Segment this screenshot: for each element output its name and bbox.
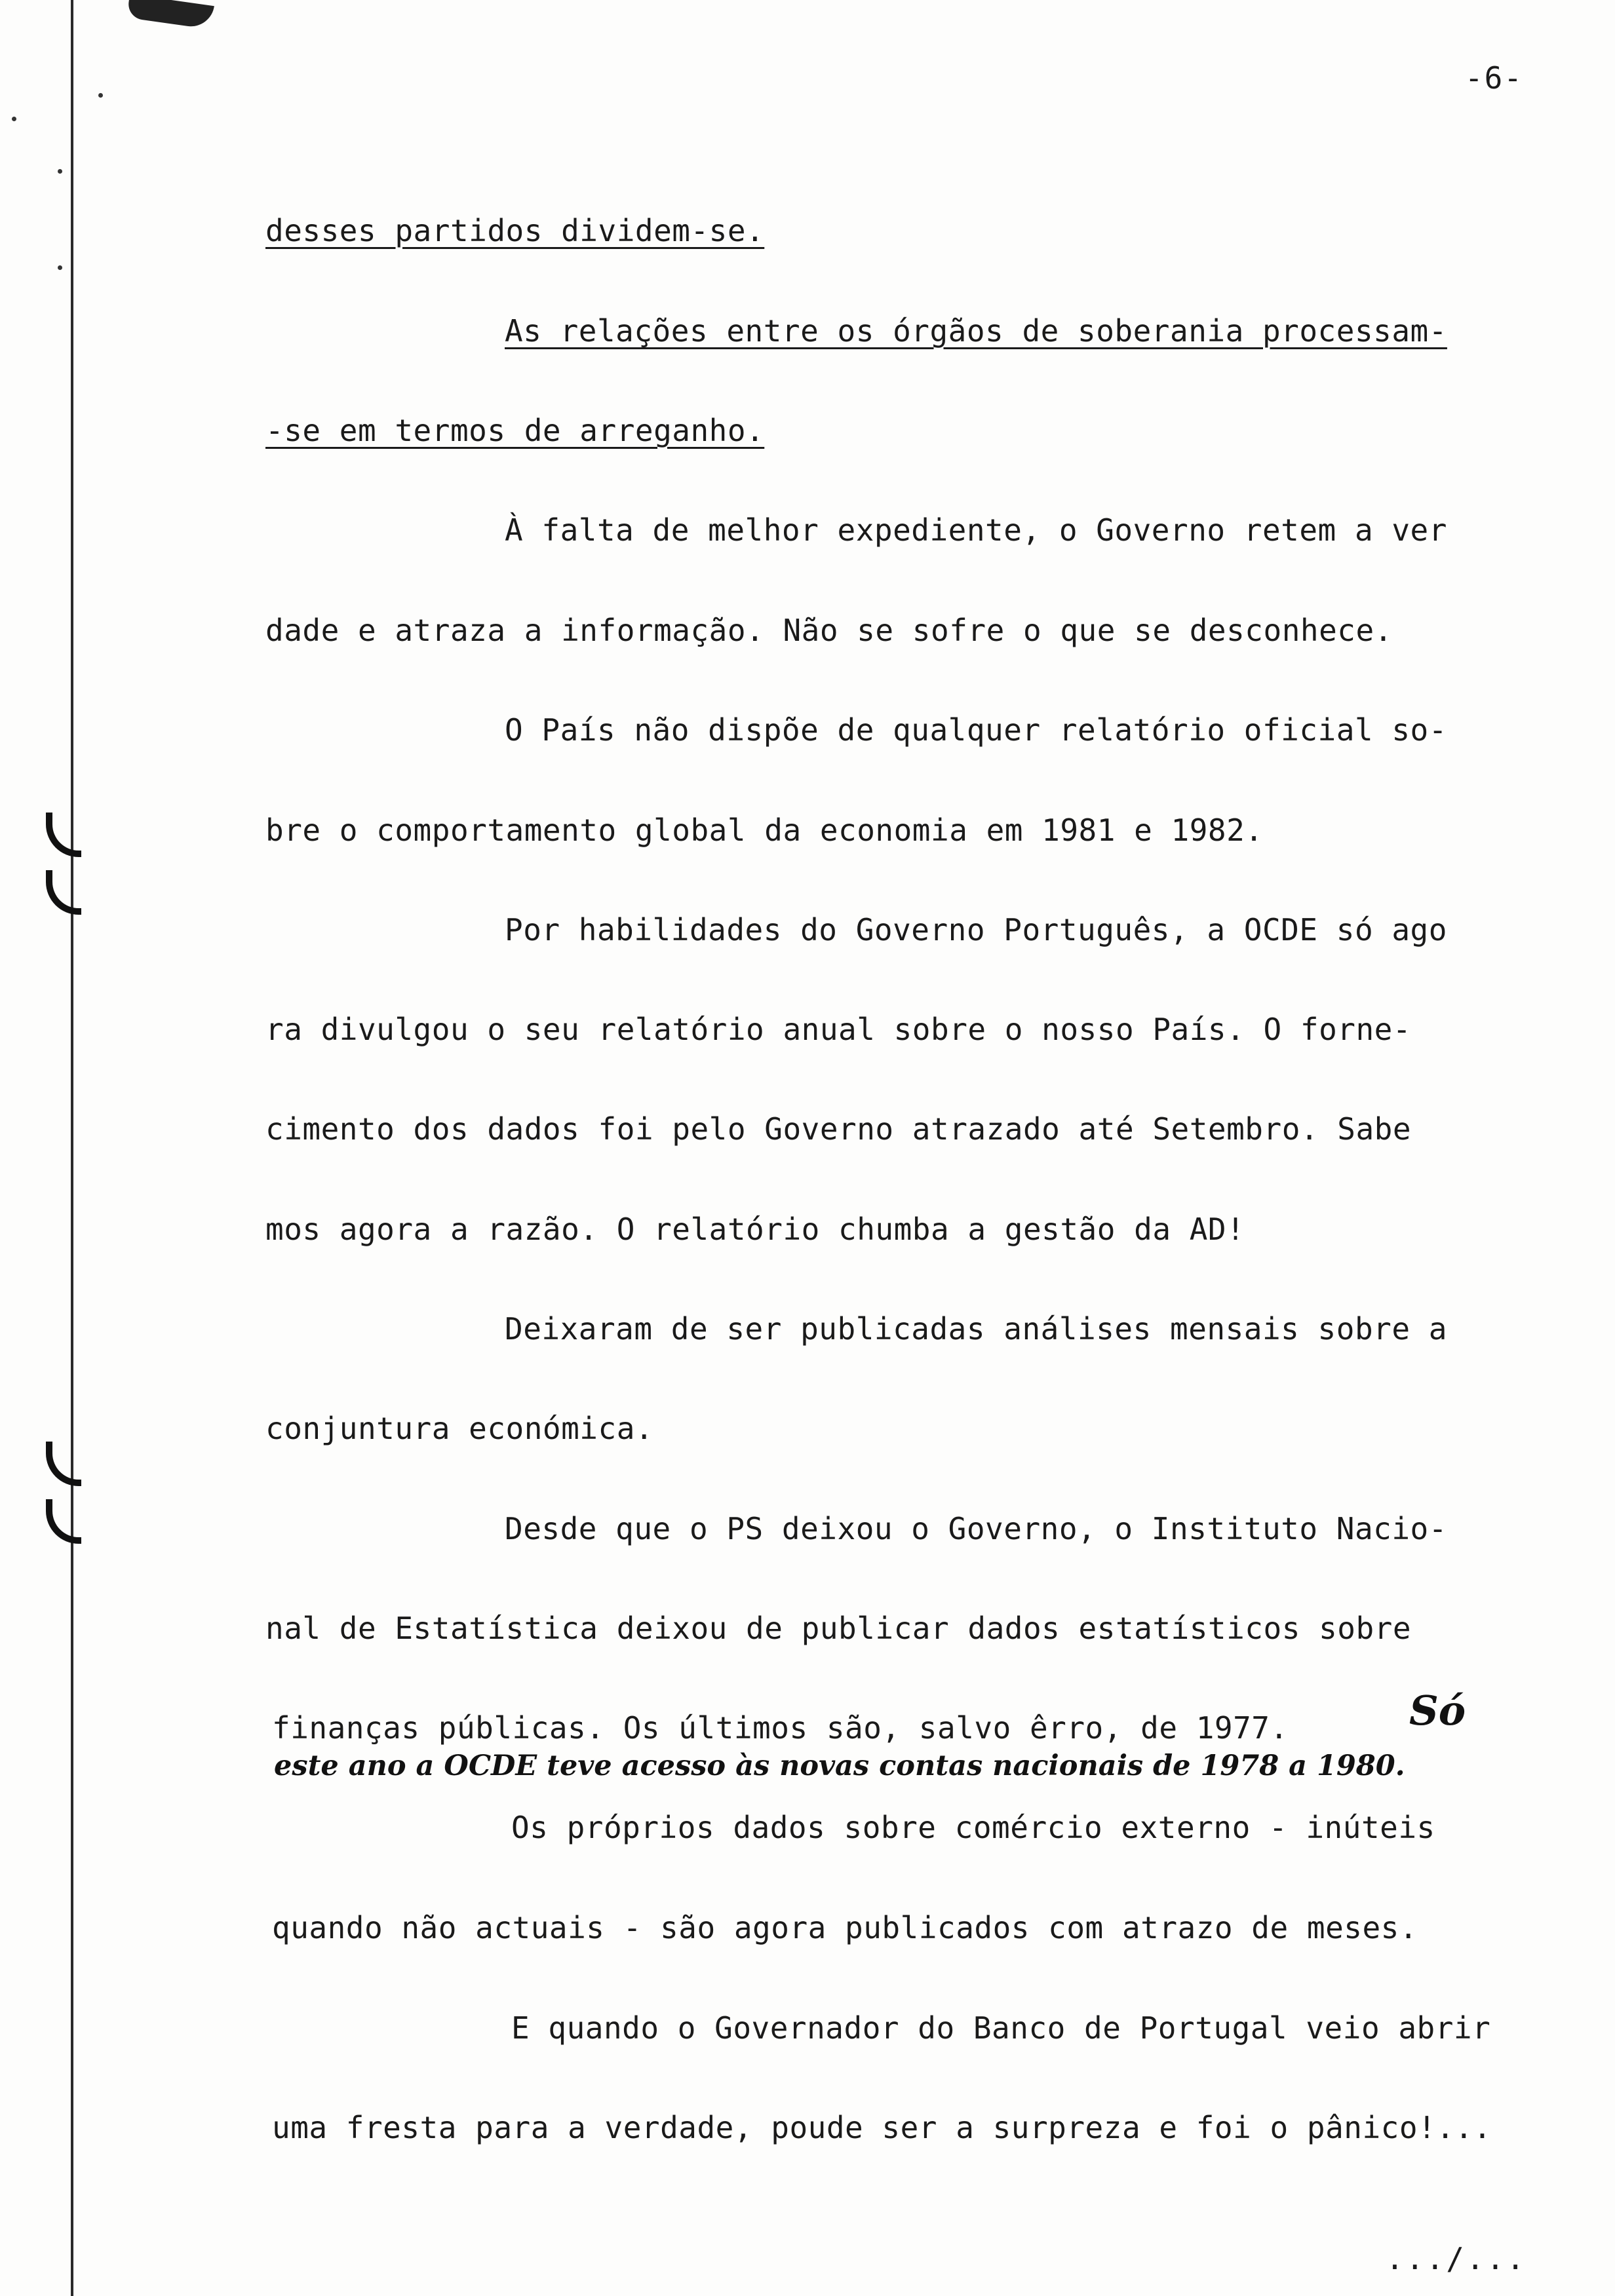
text-line: uma fresta para a verdade, poude ser a surpreza e foi o pânico!... bbox=[272, 2110, 1492, 2145]
text-line: Desde que o PS deixou o Governo, o Instituto Nacio- bbox=[505, 1511, 1447, 1546]
text-line: E quando o Governador do Banco de Portugal veio abrir bbox=[511, 2010, 1491, 2046]
continuation-mark: .../... bbox=[1386, 2241, 1527, 2276]
handwritten-annotation: este ano a OCDE teve acesso às novas contas nacionais de 1978 a 1980. bbox=[274, 1750, 1405, 1782]
margin-speck bbox=[58, 265, 62, 270]
margin-bracket-mark bbox=[46, 1499, 81, 1544]
text-line: À falta de melhor expediente, o Governo retem a ver bbox=[505, 512, 1447, 548]
text-line: Deixaram de ser publicadas análises mensais sobre a bbox=[505, 1311, 1447, 1347]
text-span: -se em termos de arreganho. bbox=[265, 413, 765, 448]
text-line: cimento dos dados foi pelo Governo atrazado até Setembro. Sabe bbox=[265, 1111, 1412, 1147]
handwritten-word: Só bbox=[1409, 1687, 1466, 1734]
text-line: Os próprios dados sobre comércio externo - inúteis bbox=[511, 1810, 1435, 1845]
margin-speck bbox=[98, 93, 103, 98]
page-number: -6- bbox=[1464, 60, 1523, 96]
text-line: desses partidos dividem-se. bbox=[265, 213, 765, 248]
margin-speck bbox=[12, 117, 16, 121]
text-line: bre o comportamento global da economia em 1981 e 1982. bbox=[265, 813, 1264, 848]
corner-smudge bbox=[126, 0, 214, 29]
margin-speck bbox=[58, 169, 62, 174]
text-line: dade e atraza a informação. Não se sofre o que se desconhece. bbox=[265, 613, 1393, 648]
text-line: Por habilidades do Governo Português, a OCDE só ago bbox=[505, 912, 1447, 947]
margin-rule bbox=[71, 0, 73, 2296]
text-line: ra divulgou o seu relatório anual sobre o nosso País. O forne- bbox=[265, 1012, 1412, 1047]
text-line: mos agora a razão. O relatório chumba a gestão da AD! bbox=[265, 1212, 1245, 1247]
text-line: O País não dispõe de qualquer relatório oficial so- bbox=[505, 712, 1447, 748]
text-line: As relações entre os órgãos de soberania processam- bbox=[505, 313, 1447, 349]
margin-bracket-mark bbox=[46, 813, 81, 857]
text-line: conjuntura económica. bbox=[265, 1411, 654, 1446]
text-line bbox=[265, 413, 764, 448]
text-line: finanças públicas. Os últimos são, salvo êrro, de 1977. bbox=[272, 1710, 1289, 1746]
text-line: nal de Estatística deixou de publicar dados estatísticos sobre bbox=[265, 1611, 1412, 1646]
margin-bracket-mark bbox=[46, 870, 81, 915]
margin-bracket-mark bbox=[46, 1442, 81, 1486]
text-line: quando não actuais - são agora publicados com atrazo de meses. bbox=[272, 1910, 1418, 1945]
